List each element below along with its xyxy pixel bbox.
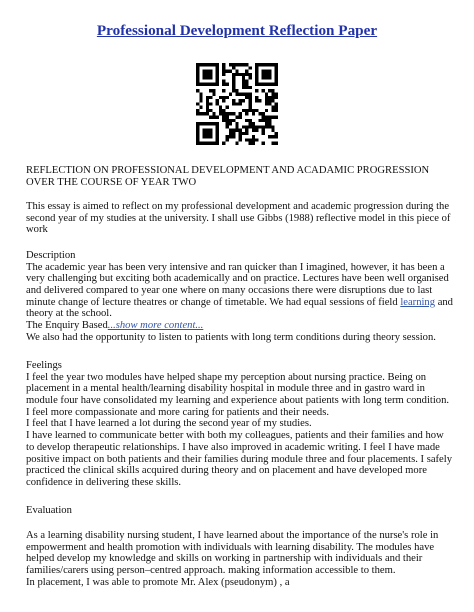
intro-paragraph (26, 201, 456, 236)
intro-line: second year of my studies at the university. I shall use Gibbs (1988) reflective model in this piece of (26, 212, 451, 224)
essay-heading-line-1: REFLECTION ON PROFESSIONAL DEVELOPMENT AND ACADAMIC PROGRESSION (26, 165, 430, 176)
enquiry-line (26, 320, 456, 332)
feelings-line: module four have consolidated my learning and experience about patients with long term condition. (26, 395, 450, 407)
description-line: very challenging but exciting both academically and on practice. Lectures have been well organised (26, 273, 449, 285)
evaluation-line: empowerment and health promotion with individuals with learning disability. The modules have (26, 541, 435, 553)
essay-heading-line-2: OVER THE COURSE OF YEAR TWO (26, 176, 197, 188)
evaluation-line: In placement, I was able to promote Mr. Alex (pseudonym) , a (26, 576, 290, 588)
qr-code-icon (196, 63, 278, 145)
feelings-line: positive impact on both patients and their families during module three and four placements. I safely (26, 453, 452, 465)
feelings-line: to develop therapeutic relationships. I have also improved in academic writing. I feel I have made (26, 441, 440, 453)
feelings-line: I feel more compassionate and more caring for patients and their needs. (26, 406, 329, 418)
evaluation-line: As a learning disability nursing student, I have learned about the importance of the nurse's role in (26, 530, 439, 541)
page-title[interactable]: Professional Development Reflection Paper (96, 22, 378, 39)
description-line: and delivered compared to year one where on many occasions there were disruptions due to last (26, 285, 433, 297)
feelings-line: placement in a mental health/learning disability hospital in module three and in gastro ward in (26, 383, 425, 395)
description-section (26, 250, 456, 344)
evaluation-line: helped develop my knowledge and skills on working in partnership with individuals and their (26, 553, 423, 565)
description-line: minute change of lecture theatres or change of timetable. We had equal sessions of field (26, 296, 398, 308)
show-more-link[interactable]: ...show more content... (107, 320, 204, 332)
learning-link[interactable]: learning (400, 296, 436, 308)
feelings-heading: Feelings (26, 360, 62, 371)
description-line-with-link (26, 297, 456, 309)
intro-line: This essay is aimed to reflect on my professional development and academic progression during the (26, 201, 450, 212)
feelings-line: I feel that I have learned a lot during the second year of my studies. (26, 418, 312, 430)
description-line: We also had the opportunity to listen to patients with long term conditions during theory session. (26, 331, 436, 343)
description-heading: Description (26, 250, 76, 261)
feelings-line: I have learned to communicate better with both my colleagues, patients and their families and how (26, 430, 444, 442)
evaluation-heading-block (26, 505, 456, 517)
description-line: The academic year has been very intensive and ran quicker than I imagined, however, it has been a (26, 261, 445, 273)
feelings-section (26, 360, 456, 489)
feelings-line: practiced the clinical skills acquired during theory and on placement and have developed more (26, 465, 427, 477)
feelings-line: I feel the year two modules have helped shape my perception about nursing practice. Being on (26, 371, 427, 383)
essay-heading (26, 165, 456, 188)
description-line: theory at the school. (26, 308, 112, 320)
evaluation-heading: Evaluation (26, 505, 72, 516)
after-link-text: and (437, 296, 453, 308)
evaluation-line: families/carers using person–centred approach. making information accessible to them. (26, 565, 396, 577)
feelings-line: confidence in delivering these skills. (26, 476, 182, 488)
enquiry-prefix: The Enquiry Based (26, 320, 108, 332)
evaluation-section (26, 530, 456, 588)
intro-line: work (26, 224, 48, 236)
